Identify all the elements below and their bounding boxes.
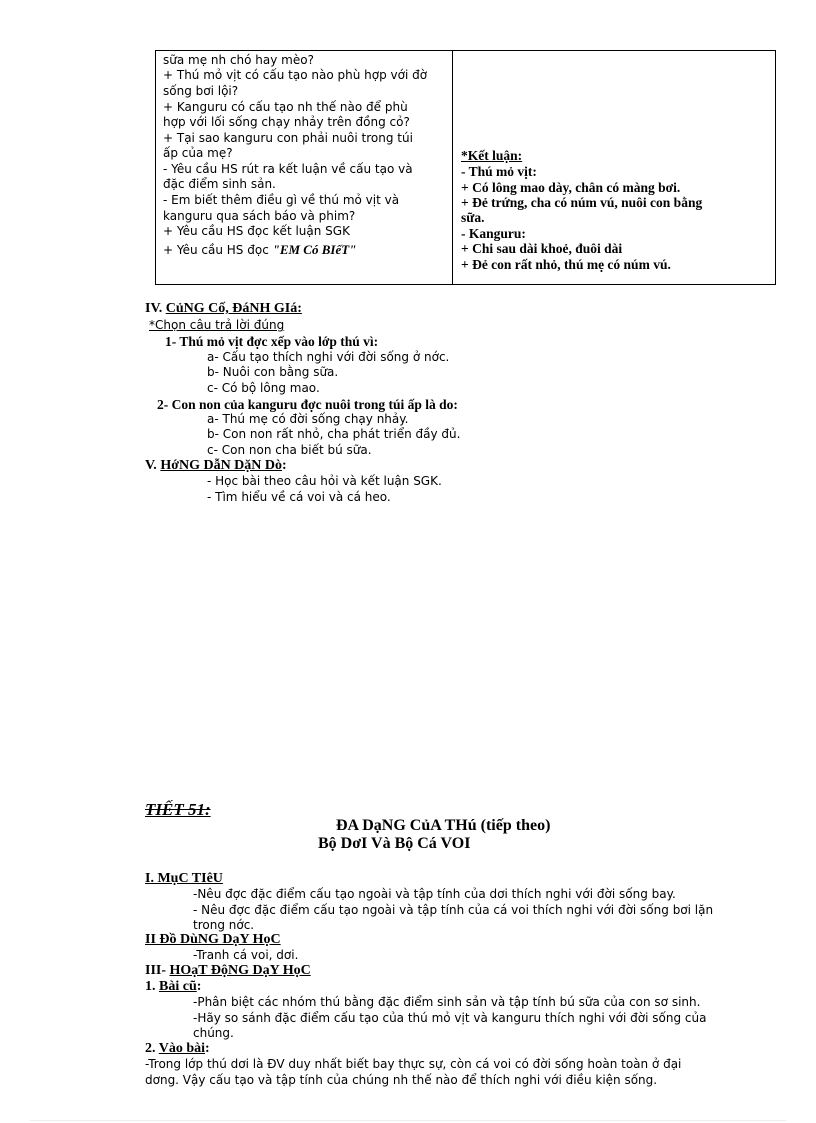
objective-item: trong nớc. [193, 918, 255, 932]
table-right-line: + Đẻ trứng, cha có núm vú, nuôi con bằng [461, 195, 703, 210]
table-left-line: hợp với lối sống chạy nhảy trên đồng cỏ? [163, 115, 410, 129]
old-lesson-item: -Hãy so sánh đặc điểm cấu tạo của thú mỏ vịt và kanguru thích nghi với đời sống của [193, 1011, 707, 1025]
objective-item: - Nêu đợc đặc điểm cấu tạo ngoài và tập tính của cá voi thích nghi với đời sống bơi lặn [193, 903, 714, 917]
objectives-heading: I. MụC TIêU [145, 871, 223, 886]
intro-suffix: : [205, 1041, 210, 1056]
intro-item: -Trong lớp thú dơi là ĐV duy nhất biết bay thực sự, còn cá voi có đời sống hoàn toàn ở đại [145, 1057, 682, 1071]
homework-heading-text: HớNG DẫN DặN Dò [160, 458, 283, 473]
table-right-line: - Kanguru: [461, 226, 526, 241]
conclusion-heading: *Kết luận: [461, 148, 523, 163]
q1-option: a- Cấu tạo thích nghi với đời sống ở nớc. [207, 350, 450, 364]
question-1: 1- Thú mỏ vịt đợc xếp vào lớp thú vì: [165, 334, 379, 349]
activities-heading [145, 963, 311, 979]
homework-heading-suffix: : [282, 458, 287, 473]
activities-heading-text: HOạT ĐộNG DạY HọC [169, 963, 311, 978]
q2-option: c- Con non cha biết bú sữa. [207, 443, 372, 457]
intro-prefix: 2. [145, 1041, 159, 1056]
intro-heading [145, 1041, 210, 1057]
old-lesson-item: -Phân biệt các nhóm thú bằng đặc điểm sinh sản và tập tính bú sữa của con sơ sinh. [193, 995, 701, 1009]
review-heading-text: CủNG Cố, ĐáNH GIá: [165, 301, 302, 316]
table-left-line: - Em biết thêm điều gì về thú mỏ vịt và [163, 193, 400, 207]
table-right-line: + Chi sau dài khoẻ, đuôi dài [461, 241, 623, 256]
homework-heading-prefix: V. [145, 458, 161, 473]
question-2: 2- Con non của kanguru đợc nuôi trong túi ấp là do: [157, 397, 458, 412]
homework-item: - Tìm hiểu về cá voi và cá heo. [207, 490, 391, 504]
table-column-divider [452, 50, 453, 285]
table-left-line: + Kanguru có cấu tạo nh thế nào để phù [163, 100, 408, 114]
q1-option: b- Nuôi con bằng sữa. [207, 365, 339, 379]
table-left-line: sữa mẹ nh chó hay mèo? [163, 53, 314, 67]
review-heading [145, 301, 302, 317]
old-lesson-text: Bài cũ [159, 979, 197, 994]
materials-item: -Tranh cá voi, dơi. [193, 948, 299, 962]
intro-item: dơng. Vậy cấu tạo và tập tính của chúng nh thế nào để thích nghi với điều kiện sống. [145, 1073, 658, 1087]
table-left-line [163, 242, 356, 259]
table-left-line: đặc điểm sinh sản. [163, 177, 276, 191]
old-lesson-suffix: : [196, 979, 202, 994]
table-right-line: sữa. [461, 210, 485, 225]
table-left-line: sống bơi lội? [163, 84, 239, 98]
lesson-subtitle: Bộ DơI Và Bộ Cá VOI [318, 835, 471, 852]
homework-item: - Học bài theo câu hỏi và kết luận SGK. [207, 474, 442, 488]
table-left-line: + Thú mỏ vịt có cấu tạo nào phù hợp với đờ [163, 68, 428, 82]
lesson-title: ĐA DạNG CủA THú (tiếp theo) [336, 817, 551, 834]
em-co-biet-label: "EM Có BIếT" [272, 242, 357, 257]
old-lesson-prefix: 1. [145, 979, 159, 994]
q1-option: c- Có bộ lông mao. [207, 381, 320, 395]
table-right-line: + Đẻ con rất nhỏ, thú mẹ có núm vú. [461, 257, 671, 272]
old-lesson-heading [145, 979, 201, 995]
objective-item: -Nêu đợc đặc điểm cấu tạo ngoài và tập tính của dơi thích nghi với đời sống bay. [193, 887, 676, 901]
activities-heading-prefix: III- [145, 963, 170, 978]
intro-text: Vào bài [158, 1041, 206, 1056]
table-right-line: + Có lông mao dày, chân có màng bơi. [461, 180, 681, 195]
table-left-line: ấp của mẹ? [163, 146, 233, 160]
table-left-line: - Yêu cầu HS rút ra kết luận về cấu tạo và [163, 162, 413, 176]
review-heading-prefix: IV. [145, 301, 166, 316]
table-left-line: kanguru qua sách báo và phim? [163, 209, 356, 223]
q2-option: b- Con non rất nhỏ, cha phát triển đầy đủ. [207, 427, 461, 441]
table-right-line: - Thú mỏ vịt: [461, 164, 537, 179]
old-lesson-item: chúng. [193, 1026, 234, 1040]
lesson-number: TIẾT 51: [145, 800, 211, 819]
table-left-last-prefix: + Yêu cầu HS đọc [163, 243, 273, 257]
homework-heading [145, 458, 287, 474]
materials-heading: II Đồ DùNG DạY HọC [145, 932, 281, 947]
review-instruction: *Chọn câu trả lời đúng [149, 318, 285, 332]
table-left-line: + Yêu cầu HS đọc kết luận SGK [163, 224, 350, 238]
table-left-line: + Tại sao kanguru con phải nuôi trong túi [163, 131, 413, 145]
page-edge-divider [30, 1120, 786, 1121]
q2-option: a- Thú mẹ có đời sống chạy nhảy. [207, 412, 409, 426]
